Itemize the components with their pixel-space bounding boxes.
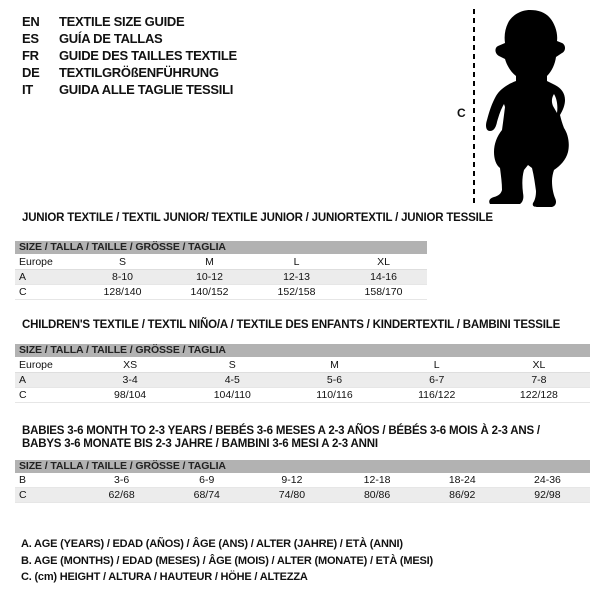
height-value: 104/110 [213, 388, 251, 401]
language-row-de [22, 64, 237, 81]
junior-height-row [15, 285, 427, 300]
age-value: 12-13 [283, 270, 310, 283]
babies-height-row [15, 488, 590, 503]
height-value: 80/86 [363, 488, 391, 501]
age-value: 10-12 [196, 270, 223, 283]
children-age-row [15, 373, 590, 388]
size-column-m: M [330, 358, 339, 371]
height-value: 92/98 [534, 488, 561, 501]
size-column-l: L [433, 358, 440, 371]
height-value: 158/170 [364, 285, 403, 298]
age-value: 12-18 [363, 473, 391, 486]
language-code: DE [22, 65, 40, 80]
language-code: IT [22, 82, 33, 97]
children-section-title: CHILDREN'S TEXTILE / TEXTIL NIÑO/A / TEXTILE DES ENFANTS / KINDERTEXTIL / BAMBINI TESSILE [22, 319, 561, 331]
age-value: 6-7 [429, 373, 445, 386]
language-row-fr [22, 47, 237, 64]
age-value: 6-9 [199, 473, 215, 486]
children-size-table [15, 344, 590, 403]
row-label: A [19, 373, 27, 386]
age-value: 9-12 [281, 473, 303, 486]
age-value: 3-6 [113, 473, 130, 486]
babies-section-title-line2: BABYS 3-6 MONATE BIS 2-3 JAHRE / BAMBINI 3-6 MESI A 2-3 ANNI [22, 438, 378, 450]
region-label: Europe [19, 358, 53, 371]
junior-columns-row [15, 254, 427, 270]
row-label: C [19, 285, 27, 298]
footnote-age-years: A. AGE (YEARS) / EDAD (AÑOS) / ÂGE (ANS) / ALTER (JAHRE) / ETÀ (ANNI) [21, 538, 403, 550]
language-row-it [22, 81, 237, 98]
region-label: Europe [19, 255, 53, 268]
age-value: 4-5 [224, 373, 240, 386]
language-code: FR [22, 48, 39, 63]
language-row-es [22, 30, 237, 47]
size-header-bar: SIZE / TALLA / TAILLE / GRÖSSE / TAGLIA [15, 241, 427, 254]
height-value: 74/80 [278, 488, 306, 501]
language-label: TEXTILE SIZE GUIDE [59, 14, 185, 29]
language-code: ES [22, 31, 39, 46]
row-label: C [19, 388, 27, 401]
age-value: 8-10 [111, 270, 133, 283]
size-header-bar: SIZE / TALLA / TAILLE / GRÖSSE / TAGLIA [15, 344, 590, 357]
language-title-list [22, 13, 237, 98]
children-height-row [15, 388, 590, 403]
children-columns-row [15, 357, 590, 373]
babies-section-title-line1: BABIES 3-6 MONTH TO 2-3 YEARS / BEBÉS 3-6 MESES A 2-3 AÑOS / BÉBÉS 3-6 MOIS À 2-3 ANS / [22, 425, 540, 437]
age-value: 7-8 [531, 373, 547, 386]
height-value: 62/68 [108, 488, 135, 501]
footnote-age-months: B. AGE (MONTHS) / EDAD (MESES) / ÂGE (MOIS) / ALTER (MONATE) / ETÀ (MESI) [21, 554, 433, 567]
size-column-s: S [228, 358, 236, 371]
height-value: 140/152 [190, 285, 229, 298]
language-label: GUIDA ALLE TAGLIE TESSILI [59, 82, 234, 97]
size-column-m: M [205, 255, 214, 268]
junior-size-table [15, 241, 427, 300]
height-value: 98/104 [114, 388, 147, 401]
junior-textile-section [15, 212, 493, 300]
height-value: 152/158 [277, 285, 316, 298]
age-value: 24-36 [534, 473, 561, 486]
size-header-bar: SIZE / TALLA / TAILLE / GRÖSSE / TAGLIA [15, 460, 590, 473]
height-value: 116/122 [418, 388, 456, 401]
height-value: 68/74 [193, 488, 220, 501]
language-label: GUÍA DE TALLAS [59, 31, 163, 46]
size-column-xs: XS [123, 358, 138, 371]
age-value: 14-16 [370, 270, 397, 283]
height-measure-label: C [457, 106, 466, 120]
size-column-s: S [118, 255, 126, 268]
babies-age-row [15, 473, 590, 488]
row-label: B [19, 473, 27, 486]
size-column-xl: XL [377, 255, 390, 268]
row-label: C [19, 488, 27, 501]
size-column-l: L [293, 255, 300, 268]
age-value: 3-4 [122, 373, 138, 386]
language-code: EN [22, 14, 40, 29]
height-value: 128/140 [103, 285, 142, 298]
language-row-en [22, 13, 237, 30]
language-label: GUIDE DES TAILLES TEXTILE [59, 48, 237, 63]
age-value: 5-6 [326, 373, 343, 386]
junior-section-title: JUNIOR TEXTILE / TEXTIL JUNIOR/ TEXTILE JUNIOR / JUNIORTEXTIL / JUNIOR TESSILE [22, 212, 493, 224]
height-value: 86/92 [449, 488, 476, 501]
children-textile-section [15, 319, 590, 403]
footnote-legend [21, 536, 433, 586]
junior-age-row [15, 270, 427, 285]
babies-textile-section [15, 425, 590, 503]
toddler-silhouette-icon [484, 9, 578, 207]
height-value: 122/128 [519, 388, 558, 401]
age-value: 18-24 [448, 473, 476, 486]
size-column-xl: XL [532, 358, 546, 371]
height-value: 110/116 [316, 388, 353, 401]
language-label: TEXTILGRÖßENFÜHRUNG [59, 65, 219, 80]
footnote-height-cm: C. (cm) HEIGHT / ALTURA / HAUTEUR / HÖHE / ALTEZZA [21, 571, 308, 583]
height-measure-dashed-line [473, 9, 475, 207]
row-label: A [19, 270, 27, 283]
babies-size-table [15, 460, 590, 503]
